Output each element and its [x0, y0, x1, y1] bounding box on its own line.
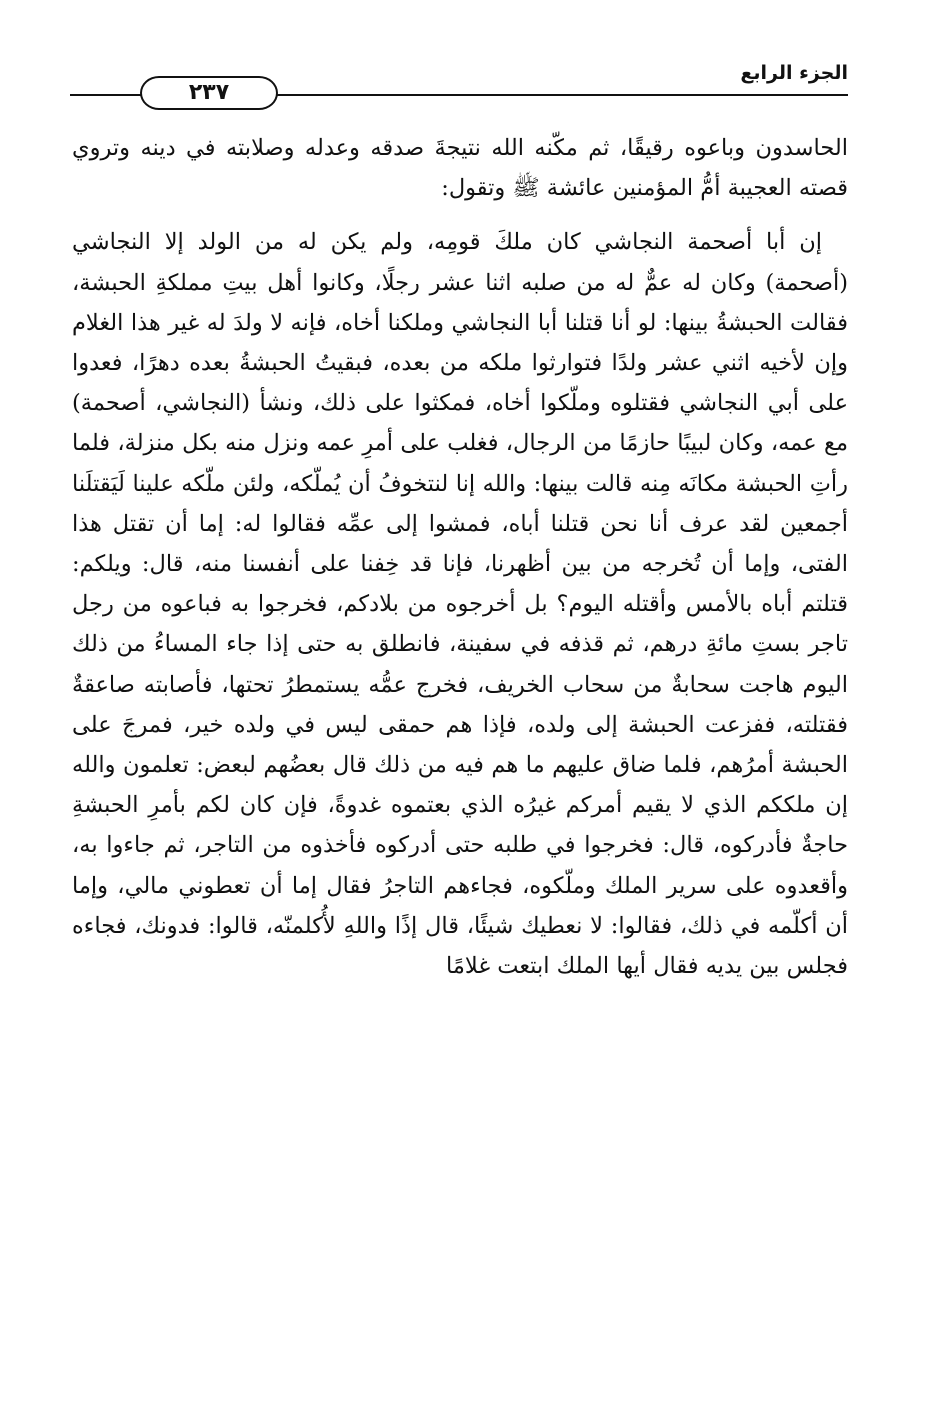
paragraph: إن أبا أصحمة النجاشي كان ملكَ قومِه، ولم يكن له من الولد إلا النجاشي (أصحمة) وكان له عمٌّ له من صلبه اثنا عشر رجلًا، وكانوا أهل بيتِ مملكةِ الحبشة، فقالت الحبشةُ بينها: لو أنا قتلنا أبا النجاشي وملكنا أخاه، فإنه لا ولدَ له غير هذا الغلام وإن لأخيه اثني عشر ولدًا فتوارثوا ملكه من بعده، فبقيتُ الحبشةُ بعده دهرًا، فعدوا على أبي النجاشي فقتلوه وملّكوا أخاه، فمكثوا على ذلك، ونشأ (النجاشي، أصحمة) مع عمه، وكان لبيبًا حازمًا من الرجال، فغلب على أمرِ عمه ونزل منه بكل منزلة، فلما رأتِ الحبشة مكانَه مِنه قالت بينها: والله إنا لنتخوفُ أن يُملّكه، ولئن ملّكه علينا لَيَقتلَنا أجمعين لقد عرف أنا نحن قتلنا أباه، فمشوا إلى عمِّه فقالوا له: إما أن تقتل هذا الفتى، وإما أن تُخرجه من بين أظهرنا، فإنا قد خِفنا على أنفسنا منه، قال: ويلكم: قتلتم أباه بالأمس وأقتله اليوم؟ بل أخرجوه من بلادكم، فخرجوا به فباعوه من رجل تاجر بستِ مائةِ درهم، ثم قذفه في سفينة، فانطلق به حتى إذا جاء المساءُ من ذلك اليوم هاجت سحابةٌ من سحاب الخريف، فخرج عمُّه يستمطرُ تحتها، فأصابته صاعقةٌ فقتلته، ففزعت الحبشة إلى ولده، فإذا هم حمقى ليس في ولده خير، فمرجَ على الحبشة أمرُهم، فلما ضاق عليهم ما هم فيه من ذلك قال بعضُهم لبعض: تعلمون والله إن ملككم الذي لا يقيم أمركم غيرُه الذي بعتموه غدوةً، فإن كان لكم بأمرِ الحبشةِ حاجةٌ فأدركوه، قال: فخرجوا في طلبه حتى أدركوه فأخذوه من التاجر، ثم جاءوا به، وأقعدوه على سرير الملك وملّكوه، فجاءهم التاجرُ فقال إما أن تعطوني مالي، وإما أن أكلّمه في ذلك، فقالوا: لا نعطيك شيئًا، قال إذًا واللهِ لأُكلمنّه، قالوا: فدونك، فجاءه فجلس بين يديه فقال أيها الملك ابتعت غلامًا [72, 229, 848, 980]
page-number-badge: ٢٣٧ [140, 76, 278, 110]
page-header [70, 60, 848, 110]
running-title: الجزء الرابع [740, 62, 848, 84]
body-text [72, 128, 848, 986]
paragraph: الحاسدون وباعوه رقيقًا، ثم مكّنه الله نتيجةَ صدقه وعدله وصلابته في دينه وتروي قصته العجيبة أمُّ المؤمنين عائشة ﷺ وتقول: [72, 135, 848, 202]
